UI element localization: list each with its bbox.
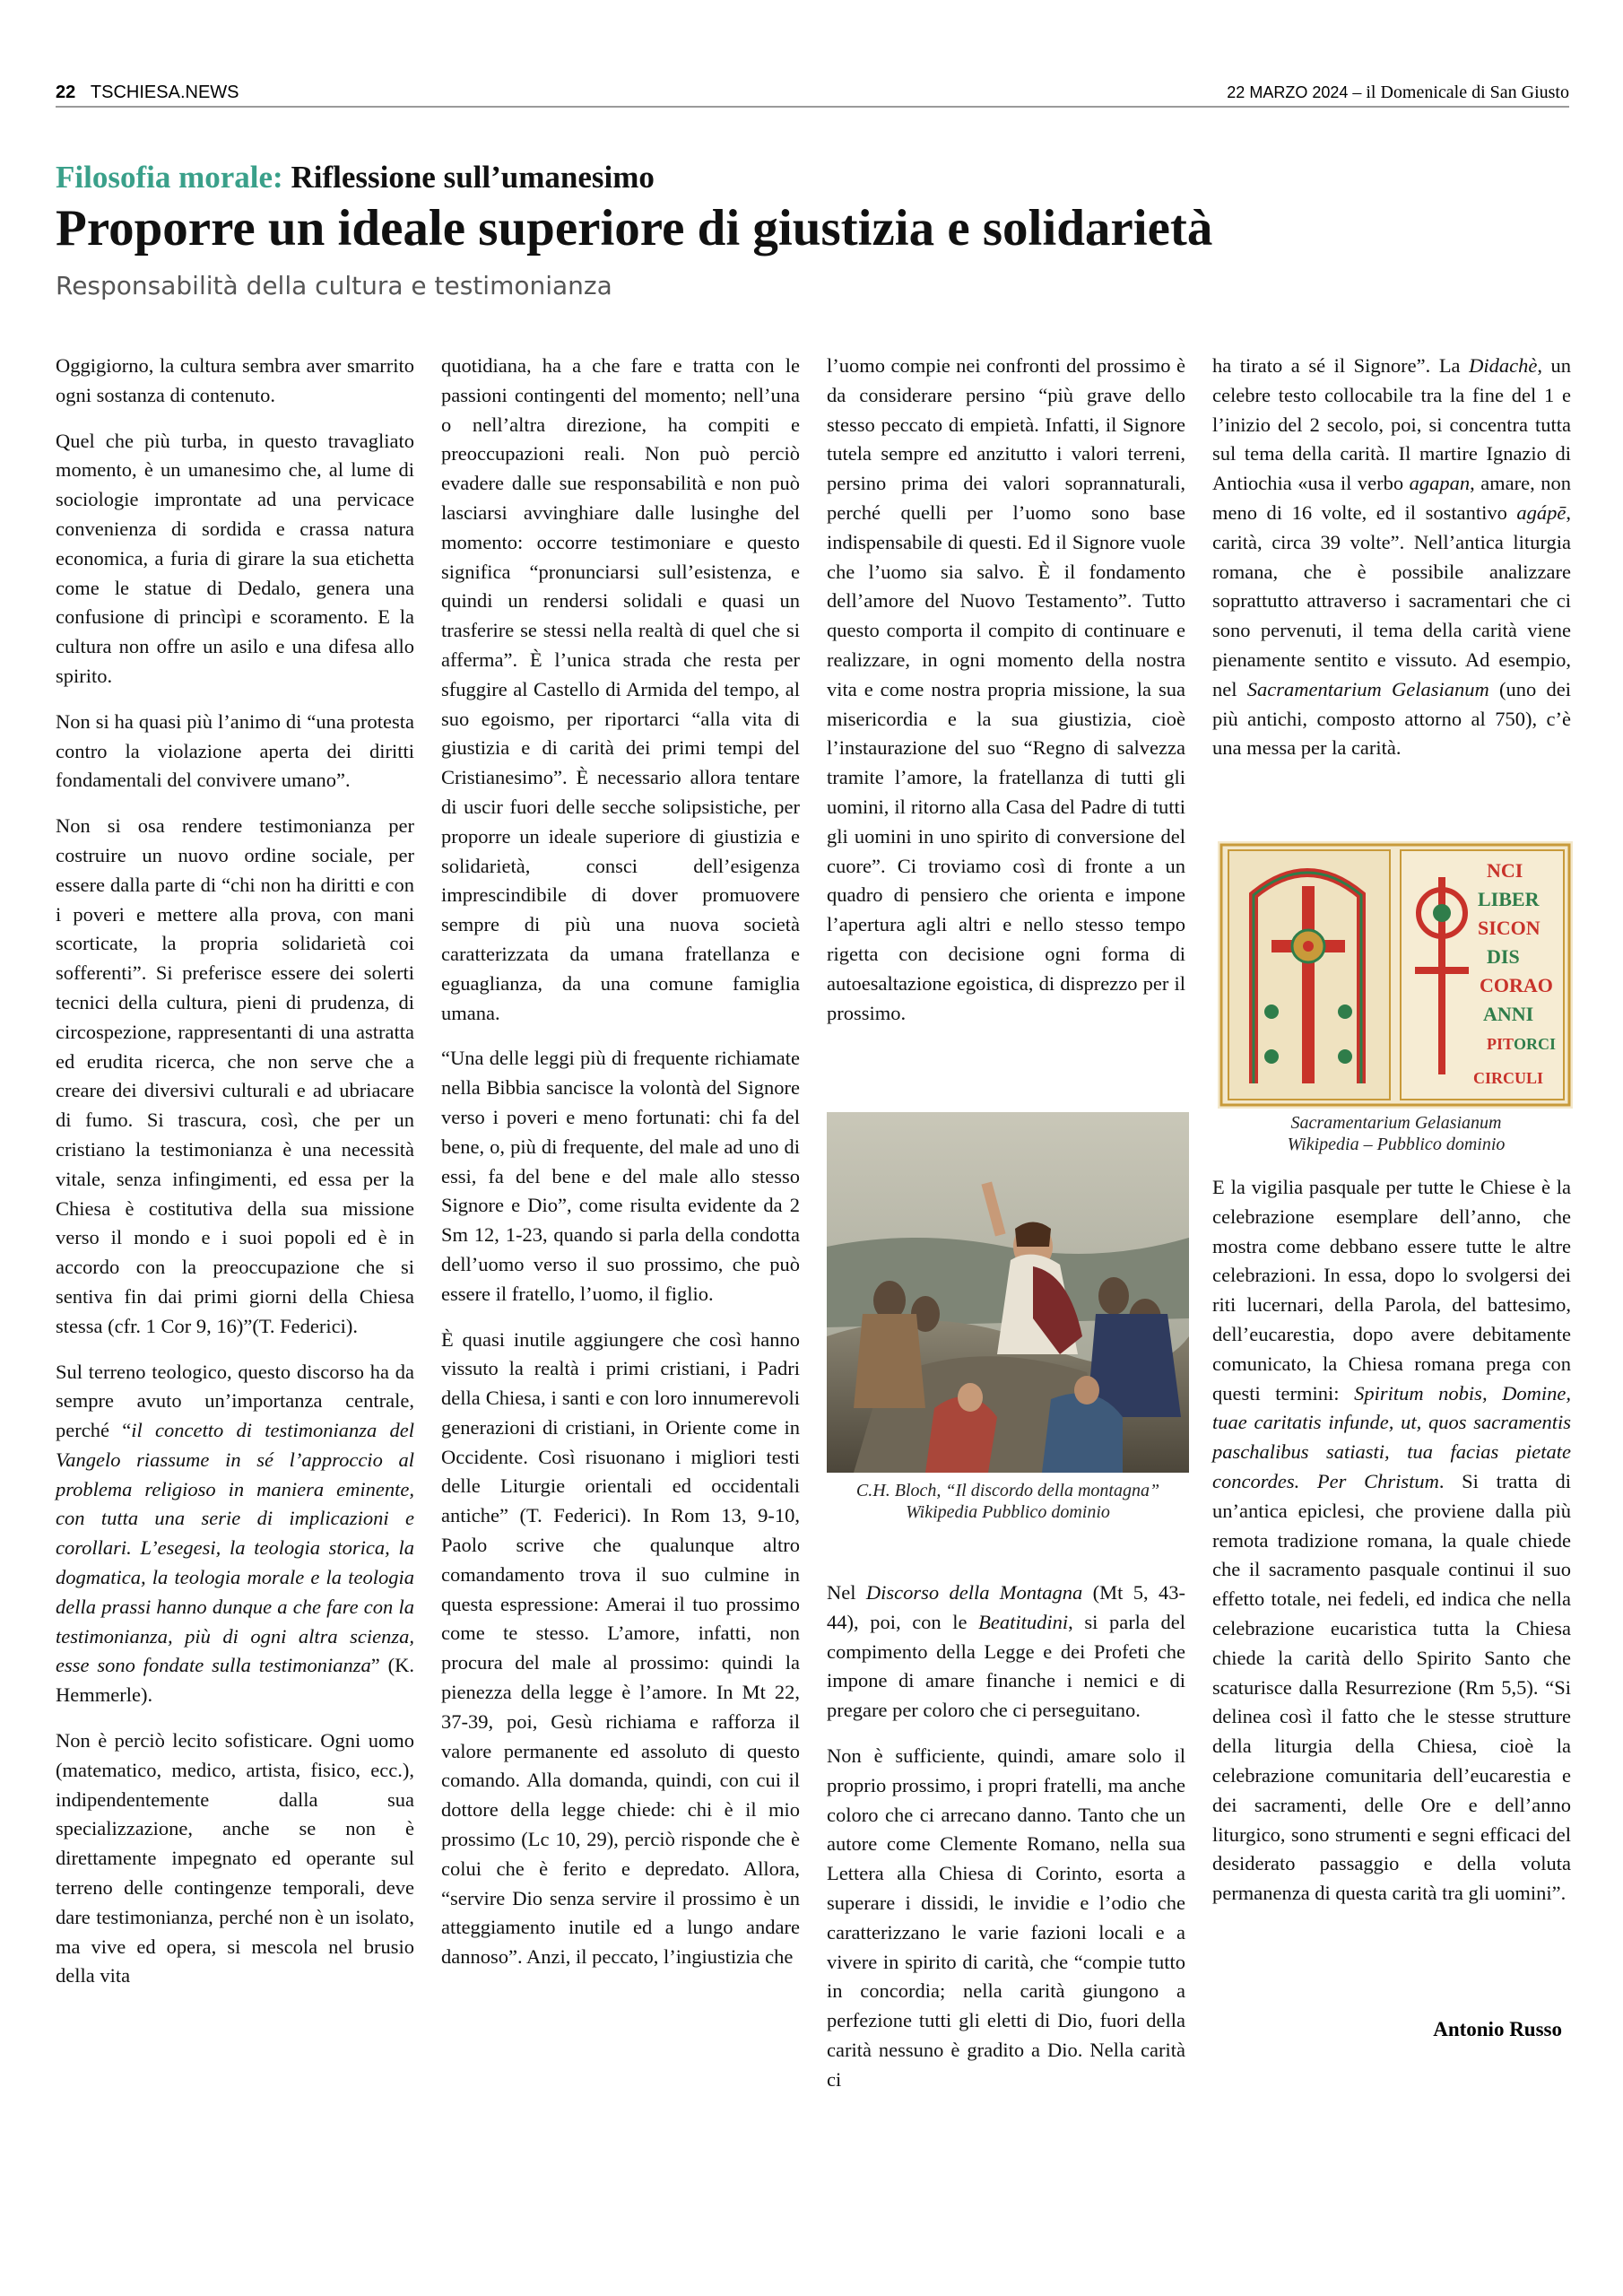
column-3-top (827, 352, 1185, 1044)
site-name: TSCHIESA.NEWS (90, 83, 239, 102)
article-subtitle: Responsabilità della cultura e testimonianza (56, 271, 612, 300)
header-right (1227, 83, 1569, 103)
publication-name: – il Domenicale di San Giusto (1352, 83, 1569, 102)
text-run: Nel (827, 1581, 866, 1604)
text-run: . Si tratta di un’antica epiclesi, che proviene dalla più remota tradizione romana, la quale chiede che il sacramento pasquale continui il suo effetto totale, nei fedeli, ed indica che nella celebrazione eucaristica tutta la Chiesa chiede la carità dello Spirito Santo che scaturisce dalla Resurrezione (Rm 5,5). “Si delinea così il fatto che le stesse strutture della liturgia della Chiesa, cioè la celebrazione comunitaria dell’eucarestia e dei sacramenti, delle Ore e dell’anno liturgico, sono strumenti e segni efficaci del desiderato passaggio e della voluta permanenza di questa carità tra gli uomini”. (1212, 1469, 1571, 1905)
text-run: , carità, circa 39 volte”. Nell’antica liturgia romana, che è possibile analizzare soprattutto attraverso i sacramentari che ci sono pervenuti, il tema della carità viene pienamente sentito e vissuto. Ad esempio, nel (1212, 500, 1571, 700)
text-run: , si parla del compimento della Legge e dei Profeti che impone di amare finanche i nemici e di pregare per coloro che ci perseguitano. (827, 1610, 1186, 1722)
sermon-on-mount-painting (827, 1112, 1189, 1473)
caption-line: Sacramentarium Gelasianum (1290, 1113, 1502, 1133)
author-byline: Antonio Russo (1433, 2018, 1562, 2040)
manuscript-letters: DIS (1487, 945, 1520, 968)
italic-run: agápē (1516, 500, 1567, 524)
text-run: (uno dei più antichi, composto attorno al 750), c’è una messa per la carità. (1212, 677, 1571, 760)
manuscript-letters: PIT (1487, 1035, 1515, 1053)
caption-line: C.H. Bloch, “Il discordo della montagna” (855, 1481, 1160, 1500)
italic-quote: il concetto di testimonianza del Vangelo riassume in sé l’approccio al problema religioso in maniera eminente, con tutta una serie di implicazioni e corollari. L’esegesi, la teologia storica, la dogmatica, la teologia morale e la teologia della prassi hanno dunque a che fare con la testimonianza, più di ogni altra scienza, esse sono fondate sulla testimonianza (56, 1419, 414, 1677)
header-left (56, 83, 239, 103)
italic-run: Sacramentarium Gelasianum (1246, 677, 1489, 700)
caption-line: Wikipedia – Pubblico dominio (1287, 1135, 1506, 1154)
italic-run: agapan (1409, 472, 1471, 495)
italic-run: Didachè (1469, 354, 1538, 377)
text-run: (Mt 5, 43- 44), poi, con le (827, 1581, 1185, 1633)
paragraph: Quel che più turba, in questo travagliato momento, è un umanesimo che, al lume di sociologie improntate ad una pervicace convenienza di sordida e crassa natura economica, a furia di girare la sua etichetta come le statue di Dedalo, genera una confusione di princìpi e scoramento. E la cultura non offre un asilo e una difesa allo spirito. (56, 429, 414, 687)
article-title: Proporre un ideale superiore di giustizia e solidarietà (56, 200, 1213, 257)
sacramentarium-illustration (1218, 841, 1573, 1109)
column-1 (56, 352, 414, 2007)
issue-date: 22 MARZO 2024 (1227, 83, 1349, 101)
paragraph (1212, 1173, 1571, 1909)
text-run: ” (K. Hemmerle). (56, 1654, 414, 1707)
text-run: E la vigilia pasquale per tutte le Chiese è la celebrazione esemplare dell’anno, che mostra come debbano essere tutte le altre celebrazioni. In essa, dopo lo svolgersi dei riti lucernari, della Parola, del battesimo, dell’eucarestia, dopo avere debitamente comunicato, la Chiesa romana prega con questi termini: (1212, 1176, 1571, 1405)
text-run: ha tirato a sé il Signore”. La (1212, 354, 1470, 377)
manuscript-letters: NCI (1487, 859, 1523, 882)
paragraph: l’uomo compie nei confronti del prossimo è da considerare persino “più grave dello stesso peccato di empietà. Infatti, il Signore tutela sempre ed anzitutto i valori terreni, persino prima dei valori soprannaturali, perché quelli per l’uomo sono base indispensabile di questi. Ed il Signore vuole che l’uomo sia salvo. È il fondamento dell’amore del Nuovo Testamento”. Tutto questo comporta il compito di continuare e realizzare, in ogni momento della nostra vita e come nostra propria missione, la sua misericordia e la sua giustizia, cioè l’instaurazione del suo “Regno di salvezza tramite l’amore, la fratellanza di tutti gli uomini, il ritorno alla Casa del Padre di tutti gli uomini in uno spirito di conversione del cuore”. Ci troviamo così di fronte a un quadro di pensiero che orienta e impone l’apertura agli altri e nello stesso tempo rigetta con decisione ogni forma di autoesaltazione egoistica, di disprezzo per il prossimo. (827, 354, 1185, 1024)
paragraph: Non è perciò lecito sofisticare. Ogni uomo (matematico, medico, artista, fisico, ecc.), indipendentemente dalla sua specializzazione, anche se non è direttamente impegnato ed operante sul terreno delle contingenze temporali, deve dare testimonianza, perché non è un isolato, ma vive ed opera, si mescola nel brusio della vita (56, 1729, 414, 1987)
painting-caption (827, 1480, 1189, 1523)
manuscript-letters: CIRCULI (1473, 1069, 1544, 1087)
paragraph: È quasi inutile aggiungere che così hanno vissuto la realtà i primi cristiani, i Padri della Chiesa, i santi e con loro innumerevoli generazioni di cristiani, in Oriente come in Occidente. Così risuonano i migliori testi delle Liturgie orientali ed occidentali antiche” (T. Federici). In Rom 13, 9-10, Paolo scrive che qualunque altro comandamento trova il suo culmine in questa espressione: Amerai il tuo prossimo come te stesso. L’amore, infatti, non procura del male al prossimo: quindi la pienezza della legge è l’amore. In Mt 22, 37-39, poi, Gesù richiama e rafforza il valore permanente ed assoluto di questo comando. Alla domanda, quindi, con cui il dottore della legge chiede: chi è il mio prossimo (Lc 10, 29), perciò risponde che è colui che è ferito e depredato. Allora, “servire Dio senza servire il prossimo è un atteggiamento inutile ed a lungo andare dannoso”. Anzi, il peccato, l’ingiustizia che (441, 1327, 800, 1969)
italic-run: Discorso della Montagna (865, 1581, 1083, 1604)
caption-line: Wikipedia Pubblico dominio (906, 1502, 1110, 1522)
column-3-bottom (827, 1578, 1185, 2111)
paragraph (827, 1578, 1185, 1726)
manuscript-letters: LIBER (1478, 888, 1540, 910)
manuscript-letters: ORCI (1514, 1035, 1557, 1053)
manuscript-letters: ANNI (1483, 1003, 1534, 1025)
paragraph: Non si ha quasi più l’animo di “una protesta contro la violazione aperta dei diritti fondamentali del convivere umano”. (56, 709, 414, 792)
painting-illustration (827, 1112, 1189, 1473)
manuscript-letters: SICON (1478, 917, 1541, 939)
paragraph: Non si osa rendere testimonianza per costruire un nuovo ordine sociale, per essere dalla parte di “chi non ha diritti e con i poveri e mettere alla prova, con mani scorticate, la propria solidarietà coi sofferenti”. Si preferisce essere dei solerti tecnici della cultura, pieni di prudenza, di circospezione, rappresentanti di una astratta ed erudita ricerca, che non serve che a creare dei diversivi culturali e ad ubriacare di fumo. Si trascura, così, che per un cristiano la testimonianza è una necessità vitale, senza infingimenti, ed essa per la Chiesa è costitutiva della sua missione verso il mondo e i suoi popoli ed è in accordo con la preoccupazione che si sentiva fin dai primi giorni della Chiesa stessa (cfr. 1 Cor 9, 16)”(T. Federici). (56, 814, 414, 1337)
paragraph: “Una delle leggi più di frequente richiamate nella Bibbia sancisce la volontà del Signore verso i poveri e meno fortunati: chi fa del bene, o, più di frequente, del male ad uno di essi, fa del bene e del male allo stesso Signore e Dio”, come risulta evidente da 2 Sm 12, 1-23, quando si parla della condotta dell’uomo verso il suo prossimo, che può essere il fratello, l’uomo, il figlio. (441, 1047, 800, 1305)
manuscript-letters: CORAO (1480, 974, 1553, 996)
italic-run: Spiritum nobis, Domine, tuae caritatis infunde, ut, quos sacramentis paschalibus satiasti, tua facias pietate concordes. Per Christum (1212, 1381, 1571, 1492)
paragraph: quotidiana, ha a che fare e tratta con le passioni contingenti del momento; nell’una o nell’altra direzione, ha compiti e preoccupazioni reali. Non può perciò evadere dalle sue responsabilità e non può lasciarsi avvinghiare dalle lusinghe del momento: occorre testimoniare e questo significa “pronunciarsi sull’esistenza, e quindi un rendersi solidali e quasi un trasferire se stessi nella realtà di quel che si afferma”. È l’unica strada che resta per sfuggire al Castello di Armida del tempo, al suo egoismo, per riportarci “alla vita di giustizia e di carità dei primi tempi del Cristianesimo”. È necessario allora tentare di uscir fuori delle secche solipsistiche, per proporre un ideale superiore di giustizia e solidarietà, consci dell’esigenza imprescindibile di dover promuovere sempre di più una nuova società caratterizzata da umana fratellanza e eguaglianza, da una comune famiglia umana. (441, 354, 800, 1024)
page-number: 22 (56, 83, 76, 102)
article-kicker (56, 160, 655, 196)
text-run: Sul terreno teologico, questo discorso ha da sempre avuto un’importanza centrale, perché “ (56, 1360, 414, 1442)
column-4-top (1212, 352, 1571, 779)
manuscript-illustration (1218, 841, 1573, 1109)
text-run: , un celebre testo collocabile tra la fine del 1 e l’inizio del 2 secolo, poi, si concentra tutta sul tema della carità. Il martire Ignazio di Antiochia «usa il verbo (1212, 354, 1571, 495)
kicker-text: Riflessione sull’umanesimo (291, 160, 655, 195)
column-2 (441, 352, 800, 1988)
paragraph: Non è sufficiente, quindi, amare solo il proprio prossimo, i propri fratelli, ma anche coloro che ci arrecano danno. Tanto che un autore come Clemente Romano, nella sua Lettera alla Chiesa di Corinto, esorta a superare i dissidi, le invidie e l’odio che caratterizzano le varie fazioni locali e a vivere in spirito di carità, che “compie tutto in concordia; nella carità giungono a perfezione tutti gli eletti di Dio, fuori della carità nessuno è gradito a Dio. Nella carità ci (827, 1744, 1185, 2091)
paragraph (1212, 352, 1571, 763)
column-4-bottom (1212, 1173, 1571, 1925)
paragraph-theology (56, 1358, 414, 1711)
page-header (56, 83, 1569, 108)
sacramentarium-caption (1212, 1112, 1580, 1155)
paragraph: Oggigiorno, la cultura sembra aver smarrito ogni sostanza di contenuto. (56, 354, 414, 406)
section-label: Filosofia morale: (56, 160, 283, 195)
text-run: , amare, non meno di 16 volte, ed il sostantivo (1212, 472, 1571, 524)
italic-run: Beatitudini (978, 1610, 1069, 1633)
